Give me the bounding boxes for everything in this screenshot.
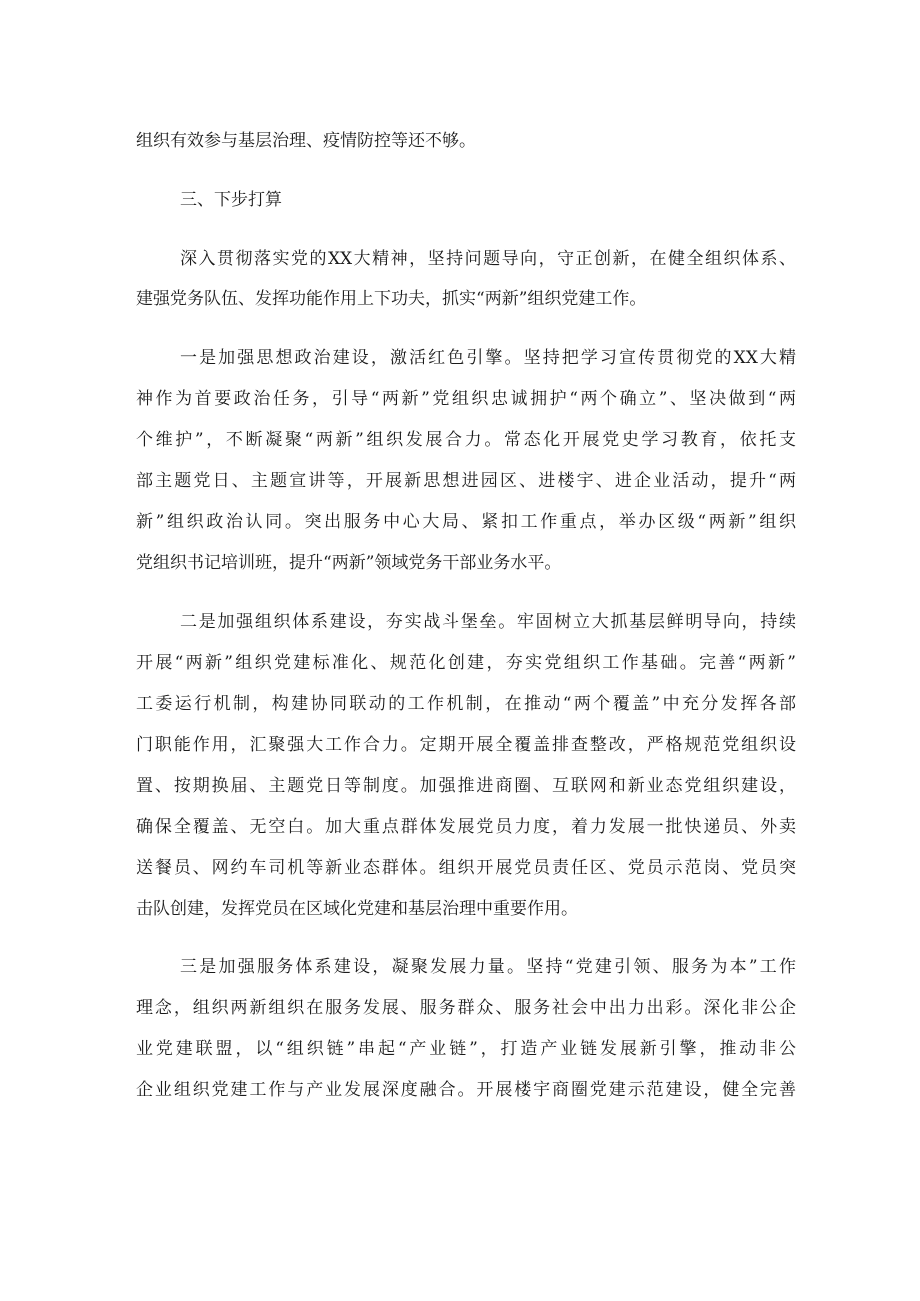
paragraph-line: 置、按期换届、主题党日等制度。加强推进商圈、互联网和新业态党组织建设，	[136, 776, 796, 796]
paragraph-line: 工委运行机制，构建协同联动的工作机制，在推动“两个覆盖”中充分发挥各部	[136, 694, 796, 714]
paragraph-line: 理念，组织两新组织在服务发展、服务群众、服务社会中出力出彩。深化非公企	[136, 998, 796, 1018]
paragraph-line: 新”组织政治认同。突出服务中心大局、紧扣工作重点，举办区级“两新”组织	[136, 512, 796, 532]
section-heading: 三、下步打算	[180, 190, 282, 210]
paragraph-line: 神作为首要政治任务，引导“两新”党组织忠诚拥护“两个确立”、坚决做到“两	[136, 389, 796, 409]
paragraph-line: 送餐员、网约车司机等新业态群体。组织开展党员责任区、党员示范岗、党员突	[136, 858, 796, 878]
paragraph-line: 业党建联盟，以“组织链”串起“产业链”，打造产业链发展新引擎，推动非公	[136, 1039, 796, 1059]
paragraph-line: 开展“两新”组织党建标准化、规范化创建，夯实党组织工作基础。完善“两新”	[136, 653, 796, 673]
paragraph-line: 部主题党日、主题宣讲等，开展新思想进园区、进楼宇、进企业活动，提升“两	[136, 471, 796, 491]
paragraph-line: 一是加强思想政治建设，激活红色引擎。坚持把学习宣传贯彻党的XX大精	[180, 348, 796, 368]
paragraph-line: 门职能作用，汇聚强大工作合力。定期开展全覆盖排查整改，严格规范党组织设	[136, 735, 796, 755]
paragraph-line: 二是加强组织体系建设，夯实战斗堡垒。牢固树立大抓基层鲜明导向，持续	[180, 612, 796, 632]
paragraph-line: 个维护”，不断凝聚“两新”组织发展合力。常态化开展党史学习教育，依托支	[136, 430, 796, 450]
paragraph-line: 企业组织党建工作与产业发展深度融合。开展楼宇商圈党建示范建设，健全完善	[136, 1080, 796, 1100]
paragraph-line: 党组织书记培训班，提升“两新”领域党务干部业务水平。	[136, 553, 562, 573]
paragraph-line: 确保全覆盖、无空白。加大重点群体发展党员力度，着力发展一批快递员、外卖	[136, 817, 796, 837]
paragraph-line: 深入贯彻落实党的XX大精神，坚持问题导向，守正创新，在健全组织体系、	[180, 249, 796, 269]
paragraph-line: 组织有效参与基层治理、疫情防控等还不够。	[136, 131, 476, 151]
paragraph-line: 击队创建，发挥党员在区域化党建和基层治理中重要作用。	[136, 899, 578, 919]
paragraph-line: 三是加强服务体系建设，凝聚发展力量。坚持“党建引领、服务为本”工作	[180, 957, 796, 977]
paragraph-line: 建强党务队伍、发挥功能作用上下功夫，抓实“两新”组织党建工作。	[136, 289, 647, 309]
